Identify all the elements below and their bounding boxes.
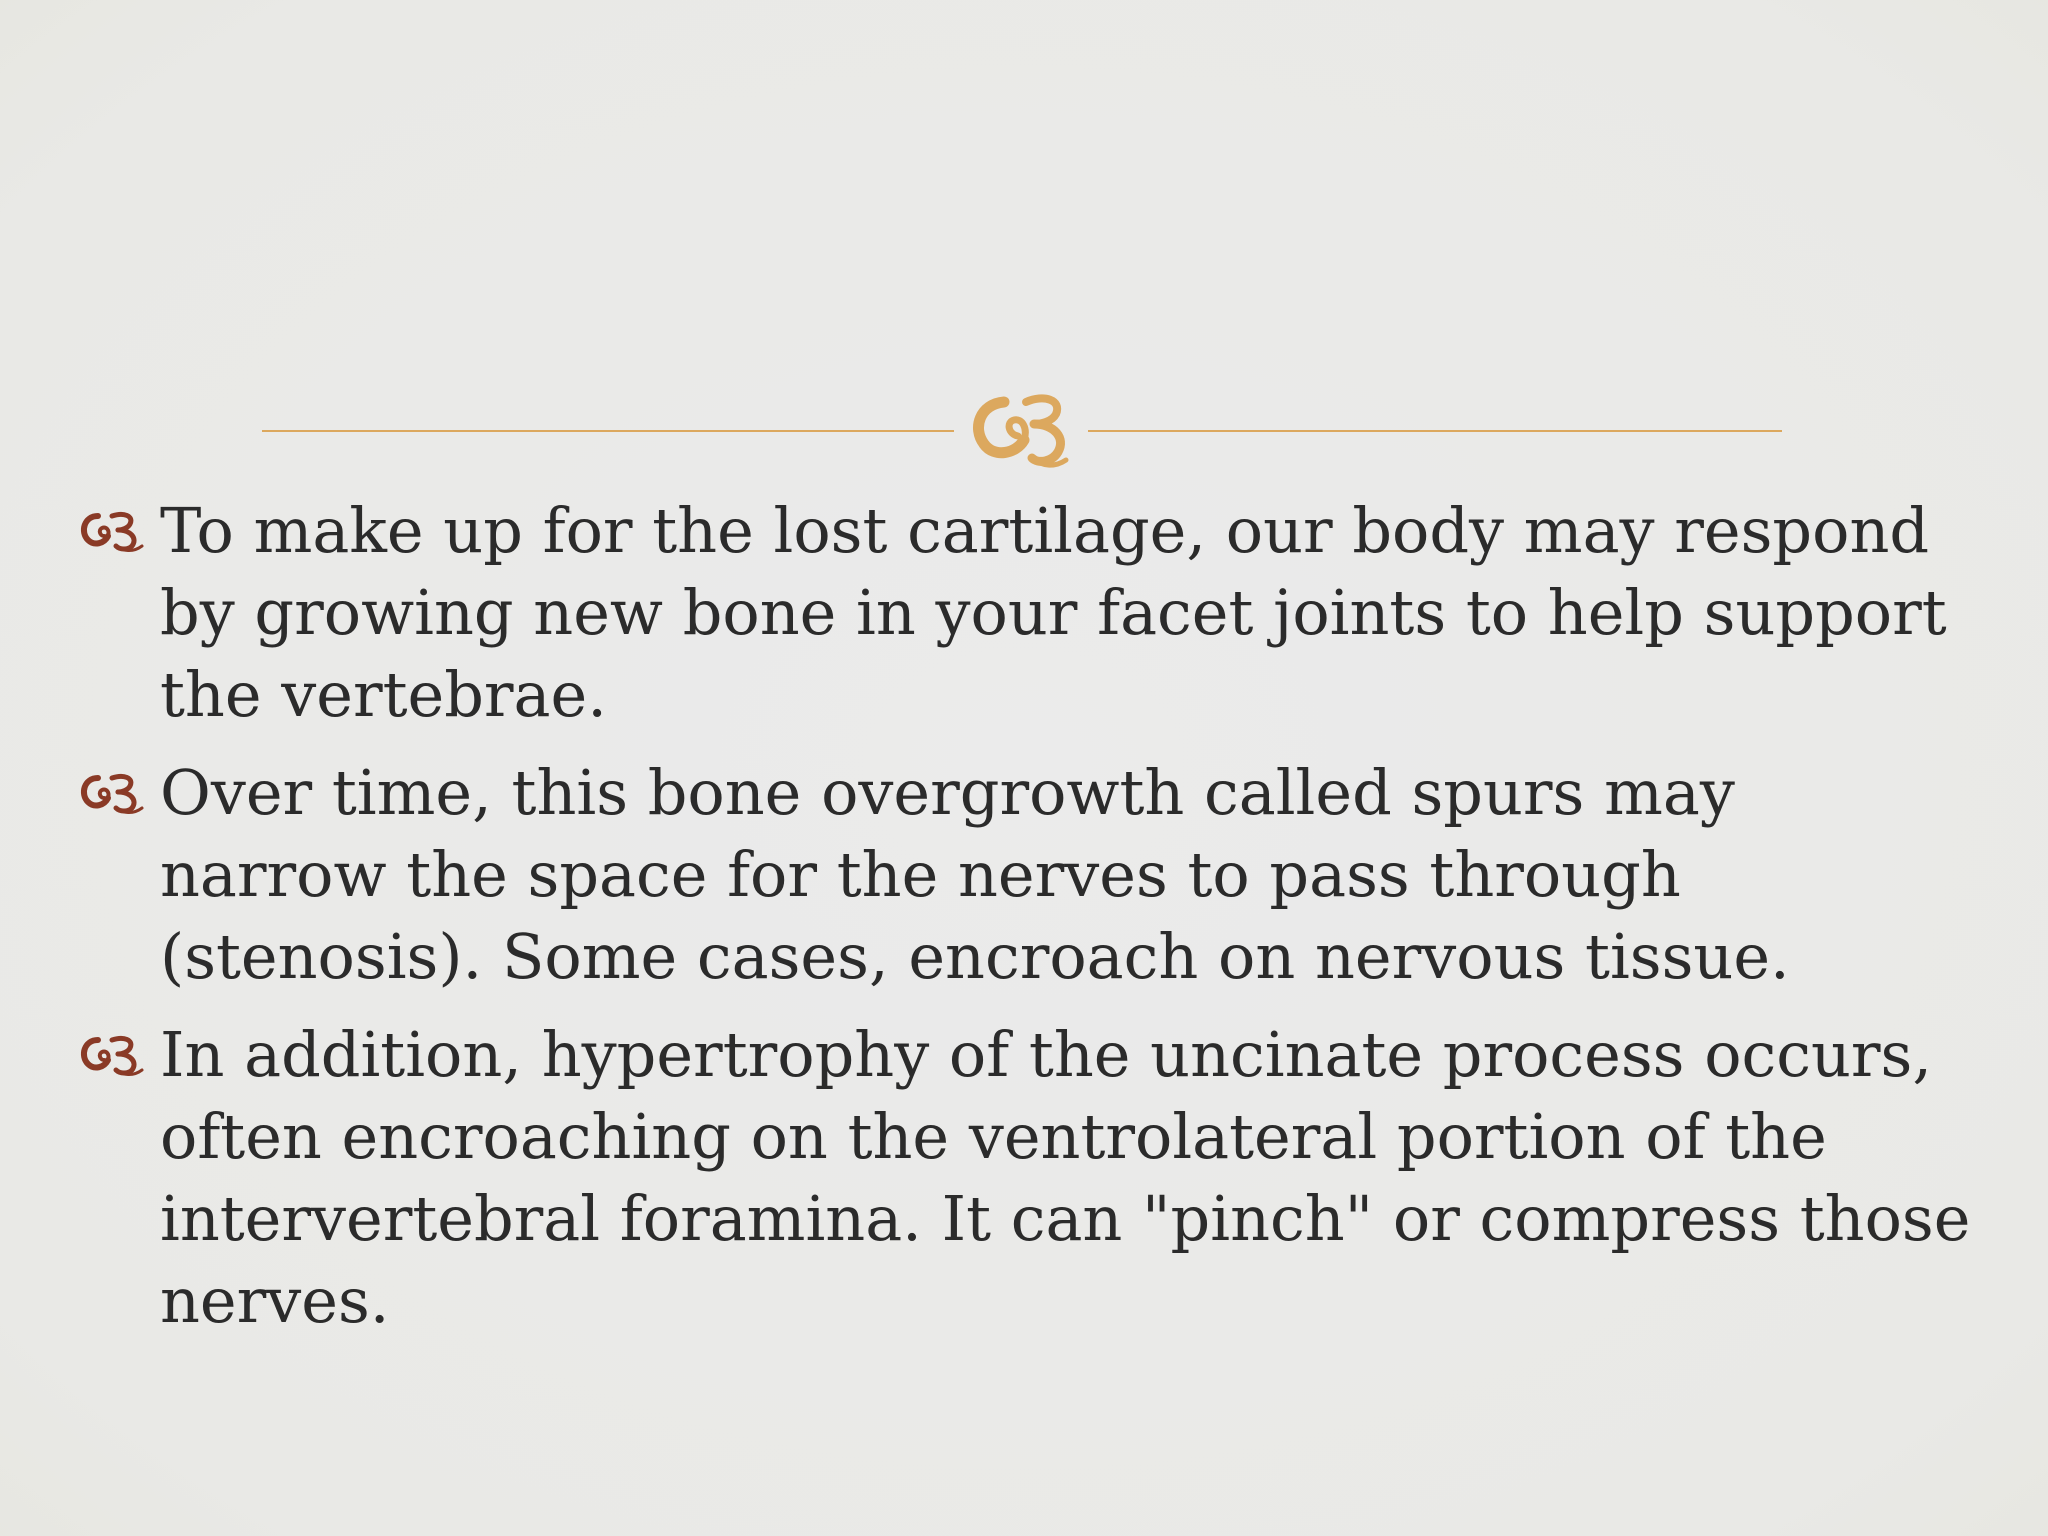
list-item <box>74 752 1974 998</box>
bullet-list <box>74 490 1974 1358</box>
divider-rule-right <box>1088 430 1782 432</box>
list-item <box>74 1014 1974 1342</box>
fleuron-bullet-icon <box>74 766 146 818</box>
bullet-text: Over time, this bone overgrowth called spurs may narrow the space for the nerves to pass through (stenosis). Some cases, encroach on nervous tissue. <box>160 756 1790 993</box>
flourish-ornament-icon <box>962 380 1082 480</box>
bullet-text: To make up for the lost cartilage, our body may respond by growing new bone in your facet joints to help support the vertebrae. <box>160 494 1947 731</box>
title-divider <box>262 380 1782 480</box>
bullet-text: In addition, hypertrophy of the uncinate process occurs, often encroaching on the ventrolateral portion of the intervertebral foramina. It can "pinch" or compress those nerves. <box>160 1018 1971 1337</box>
fleuron-bullet-icon <box>74 504 146 556</box>
fleuron-bullet-icon <box>74 1028 146 1080</box>
divider-rule-left <box>262 430 954 432</box>
list-item <box>74 490 1974 736</box>
